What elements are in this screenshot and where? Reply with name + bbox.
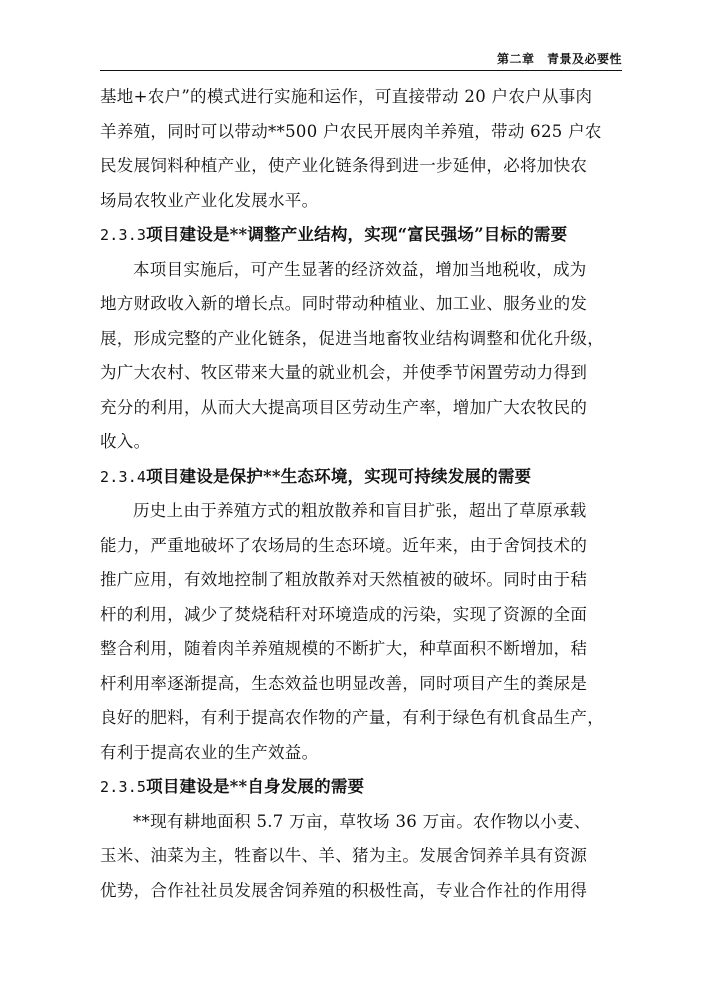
text-line: 民发展饲料种植产业，使产业化链条得到进一步延伸，必将加快农 (100, 156, 588, 175)
text-line: 推广应用，有效地控制了粗放散养对天然植被的破坏。同时由于秸 (100, 570, 588, 589)
text-line: 为广大农村、牧区带来大量的就业机会，并使季节闲置劳动力得到 (100, 363, 588, 382)
text-line: 整合利用，随着肉羊养殖规模的不断扩大，种草面积不断增加，秸 (100, 639, 588, 658)
text-line: 杆的利用，减少了焚烧秸秆对环境造成的污染，实现了资源的全面 (100, 604, 588, 624)
text-line: 地方财政收入新的增长点。同时带动种植业、加工业、服务业的发 (100, 294, 588, 313)
text-line: 杆利用率逐渐提高，生态效益也明显改善，同时项目产生的粪尿是 (100, 673, 588, 693)
text-line: 场局农牧业产业化发展水平。 (100, 190, 319, 210)
paragraph-economic-benefit (100, 253, 622, 460)
paragraph-ecology (100, 494, 622, 770)
section-heading-2-3-3 (100, 218, 622, 253)
document-body (100, 80, 622, 908)
text-line: 玉米、油菜为主，牲畜以牛、羊、猪为主。发展舍饲养羊具有资源 (100, 846, 588, 865)
text-line: 展，形成完整的产业化链条，促进当地畜牧业结构调整和优化升级， (100, 328, 604, 348)
text-line: 能力，严重地破坏了农场局的生态环境。近年来，由于舍饲技术的 (100, 535, 588, 555)
text-line: 历史上由于养殖方式的粗放散养和盲目扩张，超出了草原承载 (133, 501, 587, 520)
section-title: 项目建设是保护**生态环境，实现可持续发展的需要 (146, 466, 532, 486)
paragraph-continuation (100, 80, 622, 218)
running-header: 第二章 青景及必要性 (100, 50, 622, 71)
section-title: 项目建设是**调整产业结构，实现“富民强场”目标的需要 (146, 225, 568, 244)
section-heading-2-3-4 (100, 460, 622, 495)
section-number: 2.3.3 (100, 226, 147, 244)
text-line: 本项目实施后，可产生显著的经济效益，增加当地税收，成为 (133, 259, 587, 279)
paragraph-self-development (100, 805, 622, 909)
text-line: 良好的肥料，有利于提高农作物的产量，有利于绿色有机食品生产， (100, 708, 604, 727)
text-line: 基地+农户”的模式进行实施和运作，可直接带动 20 户农户从事肉 (100, 87, 593, 106)
text-line: 羊养殖，同时可以带动**500 户农民开展肉羊养殖，带动 625 户农 (100, 121, 602, 141)
section-title: 项目建设是**自身发展的需要 (146, 777, 365, 796)
section-heading-2-3-5 (100, 770, 622, 805)
text-line: **现有耕地面积 5.7 万亩，草牧场 36 万亩。农作物以小麦、 (133, 811, 591, 831)
text-line: 充分的利用，从而大大提高项目区劳动生产率，增加广大农牧民的 (100, 397, 588, 417)
text-line: 有利于提高农业的生产效益。 (100, 742, 319, 762)
section-number: 2.3.5 (100, 778, 147, 796)
text-line: 收入。 (100, 432, 151, 451)
text-line: 优势，合作社社员发展舍饲养殖的积极性高，专业合作社的作用得 (100, 880, 588, 900)
section-number: 2.3.4 (100, 467, 147, 486)
